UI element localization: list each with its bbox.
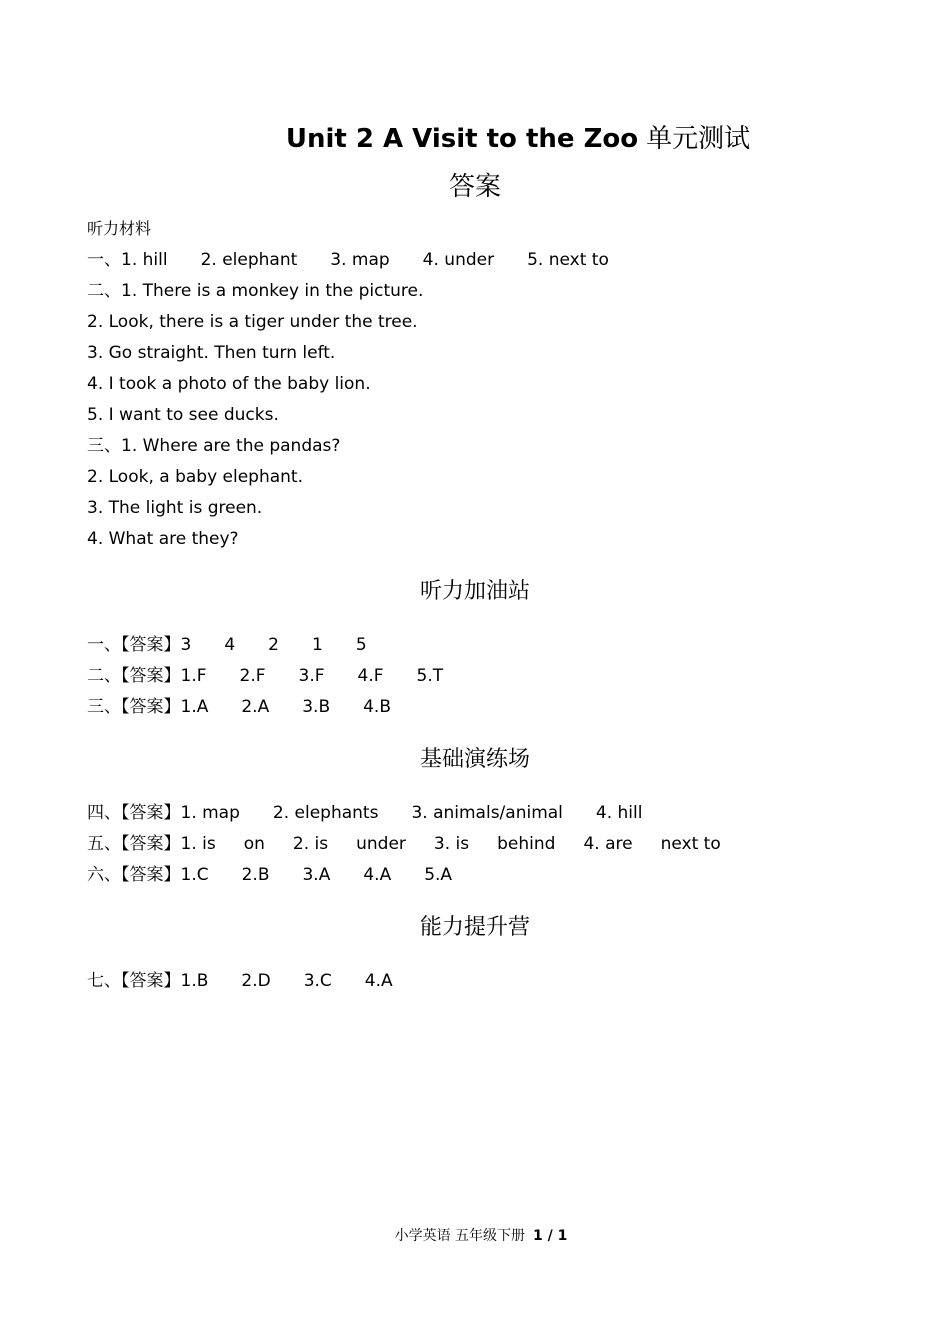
page-subtitle: 答案 <box>448 172 501 202</box>
answer-prefix: 三、【答案】 <box>87 697 181 717</box>
section-heading-listening: 听力加油站 <box>419 579 530 604</box>
answer-row-1 <box>87 634 367 656</box>
answer-prefix: 四、【答案】 <box>87 803 181 823</box>
answer-item: 5 <box>355 635 367 655</box>
answer-item: behind <box>497 834 556 854</box>
answer-prefix: 六、【答案】 <box>87 865 181 885</box>
answer-item: 4. are <box>583 834 633 854</box>
list-item: 4. I took a photo of the baby lion. <box>87 374 371 394</box>
list-item: 3. The light is green. <box>87 498 263 518</box>
answer-item: 3.B <box>302 697 331 717</box>
answer-item: 3. is <box>433 834 470 854</box>
answer-item: 1.A <box>180 697 209 717</box>
answer-item: 5.A <box>424 865 453 885</box>
answer-item: on <box>243 834 265 854</box>
answer-prefix: 一、【答案】 <box>87 635 181 655</box>
answer-item: 2.B <box>241 865 270 885</box>
answer-item: 4. hill <box>595 803 643 823</box>
part-prefix: 三、 <box>87 436 121 456</box>
listening-part3-row <box>87 435 340 457</box>
list-item: 2. Look, there is a tiger under the tree. <box>87 312 418 332</box>
list-item: 2. elephant <box>200 250 298 270</box>
answer-item: 5.T <box>416 666 444 686</box>
section-heading-advanced: 能力提升营 <box>419 915 530 940</box>
answer-item: under <box>356 834 406 854</box>
answer-item: 1 <box>311 635 323 655</box>
answer-prefix: 二、【答案】 <box>87 666 181 686</box>
answer-item: 4.A <box>363 865 392 885</box>
listening-material-label: 听力材料 <box>87 219 152 238</box>
page-footer <box>0 1226 950 1246</box>
answer-item: 3.A <box>302 865 331 885</box>
answer-row-6 <box>87 864 452 886</box>
answer-item: 4.F <box>357 666 384 686</box>
answer-item: next to <box>660 834 721 854</box>
page-number: 1 / 1 <box>533 1228 568 1244</box>
listening-part1-row <box>87 249 609 271</box>
answer-item: 4 <box>224 635 236 655</box>
answer-item: 2.A <box>241 697 270 717</box>
answer-item: 3.C <box>303 971 332 991</box>
answer-row-3 <box>87 696 391 718</box>
answer-prefix: 五、【答案】 <box>87 834 181 854</box>
list-item: 4. What are they? <box>87 529 239 549</box>
answer-item: 1.B <box>180 971 209 991</box>
list-item: 3. Go straight. Then turn left. <box>87 343 336 363</box>
answer-item: 3. animals/animal <box>411 803 563 823</box>
answer-item: 2. elephants <box>272 803 379 823</box>
list-item: 2. Look, a baby elephant. <box>87 467 304 487</box>
section-heading-basic: 基础演练场 <box>419 747 530 772</box>
part-prefix: 二、 <box>87 281 121 301</box>
footer-text: 小学英语 五年级下册 <box>394 1228 526 1244</box>
answer-row-5 <box>87 833 721 855</box>
list-item: 1. There is a monkey in the picture. <box>121 281 424 301</box>
answer-item: 1. map <box>180 803 240 823</box>
page-title <box>0 122 950 156</box>
answer-item: 2.D <box>241 971 271 991</box>
listening-part2-row <box>87 280 423 302</box>
answer-item: 1. is <box>180 834 216 854</box>
list-item: 1. hill <box>121 250 168 270</box>
list-item: 5. next to <box>527 250 609 270</box>
answer-item: 4.A <box>364 971 393 991</box>
answer-row-4 <box>87 802 642 824</box>
answer-prefix: 七、【答案】 <box>87 971 181 991</box>
answer-item: 2 <box>268 635 279 655</box>
answer-item: 3.F <box>298 666 325 686</box>
answer-item: 3 <box>180 635 192 655</box>
answer-item: 2.F <box>239 666 266 686</box>
answer-row-7 <box>87 970 393 992</box>
title-chinese: 单元测试 <box>646 124 751 154</box>
answer-row-2 <box>87 665 443 687</box>
answer-item: 2. is <box>292 834 329 854</box>
answer-item: 1.F <box>180 666 207 686</box>
list-item: 3. map <box>330 250 390 270</box>
title-english: Unit 2 A Visit to the Zoo <box>285 124 639 154</box>
answer-item: 4.B <box>363 697 391 717</box>
part-prefix: 一、 <box>87 250 121 270</box>
answer-item: 1.C <box>180 865 209 885</box>
list-item: 1. Where are the pandas? <box>121 436 341 456</box>
list-item: 4. under <box>422 250 495 270</box>
list-item: 5. I want to see ducks. <box>87 405 279 425</box>
